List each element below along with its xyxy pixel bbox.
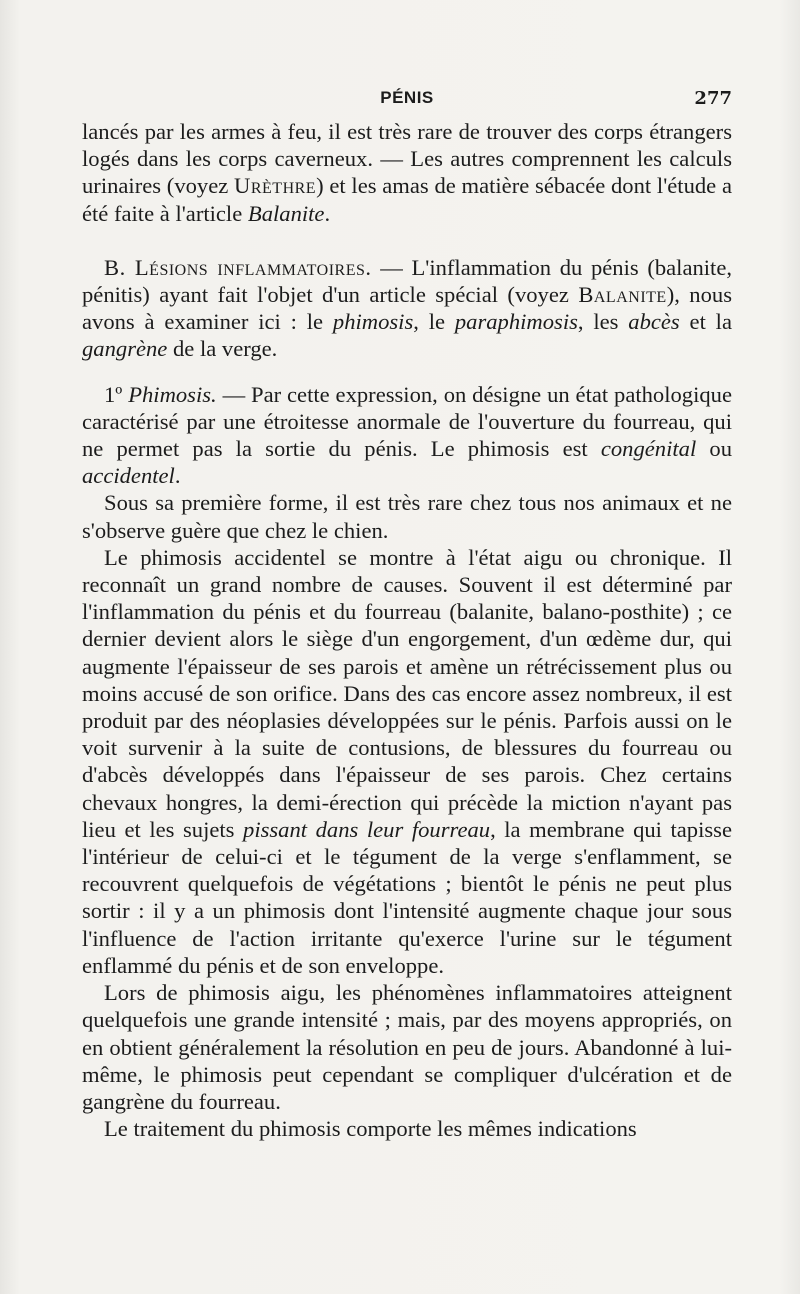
term-phimosis: phimosis bbox=[332, 309, 414, 335]
text-run: de la verge. bbox=[167, 336, 278, 362]
term-abces: abcès bbox=[628, 309, 680, 335]
text-run: Le phimosis accidentel se montre à l'état aigu ou chronique. Il reconnaît un grand nombre de causes. Souvent il est déterminé par l'inflammation du pénis et du fourreau (balanite, balano-posthite) ; ce dernier devient alors le siège d'un engorgement, d'un œdème dur, qui augmente l'épaisseur de ses parois et amène un rétrécissement plus ou moins accusé de son orifice. Dans des cas encore assez nombreux, il est produit par des néoplasies développées sur le pénis. Parfois aussi on le voit survenir à la suite de contusions, de blessures du fourreau ou d'abcès développés dans l'épaisseur de ses parois. Chez certains chevaux hongres, la demi-érection qui précède la miction n'ayant pas lieu et les sujets bbox=[82, 544, 732, 842]
text-run: — L'inflammation du pénis (balanite, pénitis) ayant fait l'objet d'un article spécial (voyez bbox=[82, 254, 732, 308]
term-gangrene: gangrène bbox=[82, 336, 168, 362]
article-reference-balanite: Balanite bbox=[247, 200, 325, 226]
term-congenital: congénital bbox=[600, 436, 697, 462]
body-text bbox=[82, 118, 732, 1142]
paragraph-phimosis-definition bbox=[82, 381, 732, 490]
text-run: et la bbox=[679, 309, 732, 335]
paragraph-accidental-phimosis bbox=[82, 544, 732, 979]
text-run: , les bbox=[577, 309, 629, 335]
subsection-heading-phimosis: Phimosis. bbox=[128, 381, 217, 407]
running-head: PÉNIS bbox=[380, 88, 434, 107]
text-run: ou bbox=[696, 436, 732, 462]
paragraph-inflammatory-lesions bbox=[82, 254, 732, 363]
section-heading-lesions: B. Lésions inflammatoires. bbox=[104, 254, 372, 280]
phrase-pissant-dans-leur-fourreau: pissant dans leur fourreau bbox=[243, 816, 491, 842]
term-accidentel: accidentel bbox=[82, 463, 175, 489]
cross-reference-urethre: Urèthre bbox=[234, 173, 317, 199]
paragraph-acute-phimosis: Lors de phimosis aigu, les phénomènes inflammatoires atteignent quelquefois une grande intensité ; mais, par des moyens appropriés, on en obtient généralement la résolution en peu de jours. Abandonné à lui-même, le phimosis peut cependant se compliquer d'ulcération et de gangrène du fourreau. bbox=[82, 980, 732, 1114]
text-run: ), nous avons à examiner ici : le bbox=[82, 282, 732, 335]
paragraph-congenital-form: Sous sa première forme, il est très rare chez tous nos animaux et ne s'observe guère que chez le chien. bbox=[82, 490, 732, 543]
page-header bbox=[82, 88, 732, 114]
text-run: , la membrane qui tapisse l'intérieur de celui-ci et le tégument de la verge s'enflamment, se recouvrent quelquefois de végétations ; bientôt le pénis ne peut plus sortir : il y a un phimosis dont l'intensité augmente chaque jour sous l'influence de l'action irritante qu'exerce l'urine sur le tégument enflammé du pénis et de son enveloppe. bbox=[82, 816, 732, 978]
text-run: . bbox=[324, 200, 331, 226]
term-paraphimosis: paraphimosis bbox=[454, 309, 578, 335]
page-number: 277 bbox=[694, 88, 732, 109]
text-run: ) et les amas de matière sébacée dont l'étude a été faite à l'article bbox=[82, 173, 732, 226]
paragraph-treatment: Le traitement du phimosis comporte les mêmes indications bbox=[104, 1116, 637, 1142]
paragraph-foreign-bodies bbox=[82, 118, 732, 227]
text-run: lancés par les armes à feu, il est très rare de trouver des corps étrangers logés dans les corps caverneux. — Les autres comprennent les calculs urinaires (voyez bbox=[82, 119, 732, 199]
text-run: — Par cette expression, on désigne un état pathologique caractérisé par une étroitesse anormale de l'ouverture du fourreau, qui ne permet pas la sortie du pénis. Le phimosis est bbox=[82, 381, 733, 462]
text-run: , le bbox=[413, 309, 455, 335]
text-run: . bbox=[174, 463, 181, 489]
section-number: 1º bbox=[104, 381, 129, 407]
cross-reference-balanite: Balanite bbox=[578, 282, 667, 308]
